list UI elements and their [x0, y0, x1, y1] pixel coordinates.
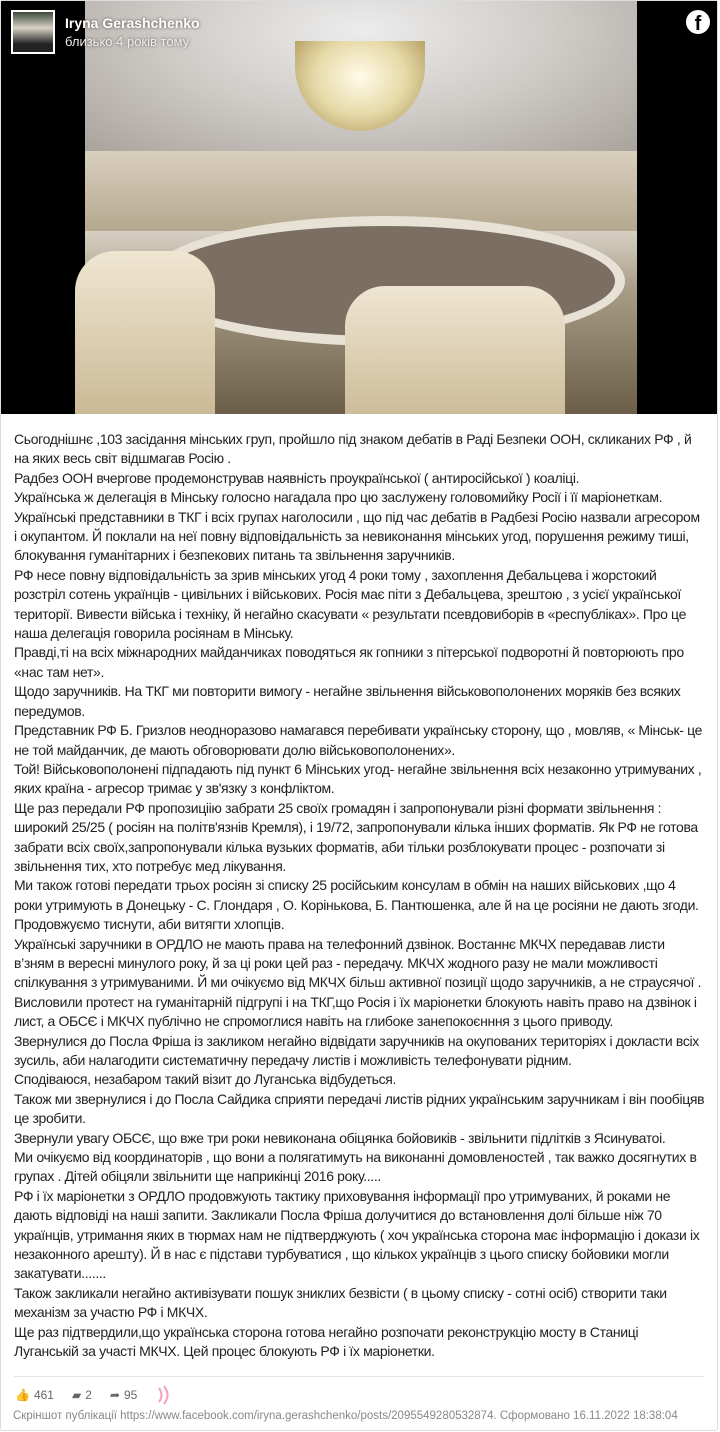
post-paragraph: РФ несе повну відповідальність за зрив мінських угод 4 роки тому , захоплення Дебальцева і жорстокий розстріл сотень українців - цивільних і військових. Росія має піти з Дебальцева, зрештою , з усієї української території. Вивести війська і техніку, й негайно скасувати « результати псевдовиборів в «республіках». Про це наша делегація говорила росіянам в Мінську.	[14, 566, 687, 642]
facebook-icon[interactable]: f	[686, 10, 710, 34]
author-name[interactable]: Iryna Gerashchenko	[65, 15, 200, 31]
post-paragraph: Звернулися до Посла Фріша із закликом негайно відвідати заручників на окупованих територіях і докласти всіх зусиль, аби налагодити систематичну передачу листів і можливість телефонувати рідним.	[14, 1032, 699, 1068]
post-paragraph: Щодо заручників. На ТКГ ми повторити вимогу - негайне звільнення військовополонених моряків без всяких передумов.	[14, 683, 681, 719]
watermark-icon	[155, 1385, 177, 1405]
post-paragraph: Сподіваюся, незабаром такий візит до Луганська відбудеться.	[14, 1071, 397, 1088]
comment-icon: ▰	[71, 1387, 82, 1402]
post-paragraph: Українські заручники в ОРДЛО не мають права на телефонний дзвінок. Востаннє МКЧХ передавав листи в’зням в вересні минулого року, й за ці роки цей раз - передачу. МКЧХ жодного разу не мали можливості спілкування з утримуваними. Й ми очікуємо від МКЧХ більш активної позиції щодо заручників, а не страусячої .	[14, 935, 702, 991]
post-time[interactable]: близько 4 років тому	[65, 34, 190, 49]
post-paragraph: Ще раз підтвердили,що українська сторона готова негайно розпочати реконструкцію мосту в Станиці Луганській за участі МКЧХ. Цей процес блокують РФ і їх маріонетки.	[14, 1323, 639, 1360]
post-paragraph: Сьогоднішнє ,103 засідання мінських груп, пройшло під знаком дебатів в Раді Безпеки ООН, скликаних РФ , й на яких весь світ відшмагав Росію .	[14, 431, 692, 467]
post-paragraph: Також ми звернулися і до Посла Сайдика сприяти передачі листів рідних українським заручникам і він пообіцяв це зробити.	[14, 1090, 705, 1127]
post-text	[14, 430, 705, 1362]
post-paragraph: Ще раз передали РФ пропозиціію забрати 25 своїх громадян і запропонували різні формати звільнення : широкий 25/25 ( росіян на політв'язнів Кремля), і 19/72, запропонували кілька інших форматів. Як РФ не готова забрати всіх своїх,запропонували кілька вузьких форматів, аби тільки розблокувати процес - розпочати зі звільнення тих, хто потребує мед лікування.	[14, 799, 698, 874]
post-paragraph: Представник РФ Б. Гризлов неодноразово намагався перебивати українську сторону, що , мовляв, « Мінськ- це не той майданчик, де мають обговорювати долю військовополонених».	[14, 722, 703, 758]
post-paragraph: Українська ж делегація в Мінську голосно нагадала про цю заслужену головомийку Росії і її маріонеткам.	[14, 489, 663, 506]
post-header	[11, 10, 200, 54]
share-arrow-icon: ➦	[109, 1387, 120, 1402]
shares-count[interactable]: ➦ 95	[109, 1387, 138, 1402]
avatar[interactable]	[11, 10, 55, 54]
post-paragraph: РФ і їх маріонетки з ОРДЛО продовжують тактику приховування інформації про утримуваних, й роками не дають відповіді на наші запити. Закликали Посла Фріша долучитися до встановлення долі більше ніж 70 українців, утримання яких в тюрмах нам не підтверджують ( хоч українська сторона має інформацію і докази іх незаконного арешту). Й в нас є підстави турбуватися , що кількох українців з цього списку бойовики могли закатувати.......	[14, 1187, 700, 1282]
post-stats	[15, 1385, 703, 1405]
post-photo[interactable]	[1, 1, 717, 414]
post-paragraph: Ми також готові передати трьох росіян зі списку 25 російським консулам в обмін на наших військових ,що 4 роки утримують в Донецьку - С. Глондаря , О. Корінькова, Б. Пантюшенка, але й на це росіяни не дають згоди. Продовжуємо тиснути, аби витягти хлопців.	[14, 877, 699, 933]
post-paragraph: Також закликали негайно активізувати пошук зниклих безвісти ( в цьому списку - сотні осіб) створити таки механізм за участю РФ і МКЧХ.	[14, 1284, 667, 1321]
thumbs-up-icon: 👍	[15, 1387, 30, 1402]
post-paragraph: Українські представники в ТКГ і всіх групах наголосили , що під час дебатів в Радбезі Росію назвали агресором і окупантом. Й поклали на неї повну відповідальність за невиконання мінських угод, порушення режиму тиші, блокування гуманітарних і безпекових питань та звільнення заручників.	[14, 508, 700, 564]
screenshot-footer: Скріншот публікації https://www.facebook.com/iryna.gerashchenko/posts/2095549280532874. Сформовано 16.11.2022 18:38:04	[13, 1409, 678, 1422]
conference-hall-image	[85, 1, 637, 414]
post-paragraph: Звернули увагу ОБСЄ, що вже три роки невиконана обіцянка бойовиків - звільнити підлітків з Ясинуватоі.	[14, 1129, 666, 1146]
post-paragraph: Ми очікуємо від координаторів , що вони а полягатимуть на виконанні домовленостей , так важко досягнутих в групах . Дітей обіцяли звільнити ще наприкінці 2016 року.....	[14, 1149, 697, 1185]
post-paragraph: Висловили протест на гуманітарній підгрупі і на ТКГ,що Росія і їх маріонетки блокують навіть право на дзвінок і лист, а ОБСЄ і МКЧХ публічно не спромоглися навіть на глибоке занепокоєнння з цього приводу.	[14, 993, 697, 1030]
post-paragraph: Радбез ООН вчергове продемонстрував наявність проукраїнської ( антиросійської ) коаліці.	[14, 469, 580, 486]
likes-count[interactable]: 👍 461	[15, 1387, 54, 1402]
post-paragraph: Той! Військовополонені підпадають під пункт 6 Мінських угод- негайне звільнення всіх незаконно утримуваних , яких країна - агресор тримає у зв'язку з конфліктом.	[14, 760, 702, 797]
comments-count[interactable]: ▰ 2	[71, 1387, 92, 1402]
post-paragraph: Правді,ті на всіх міжнародних майданчиках поводяться як гопники з пітерської подворотні й повторюють про «нас там нет».	[14, 644, 684, 680]
divider	[14, 1376, 704, 1377]
